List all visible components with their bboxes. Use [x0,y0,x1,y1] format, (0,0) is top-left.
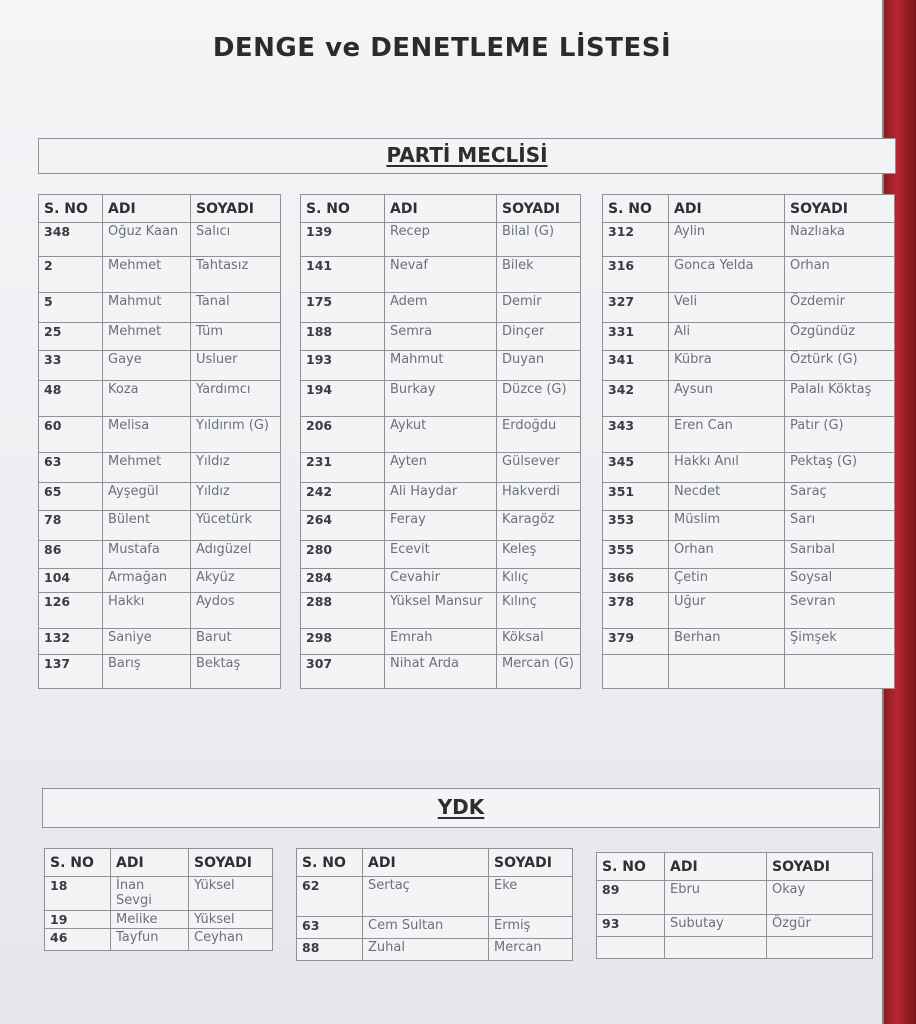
cell-adi: Orhan [669,541,785,569]
cell-adi: Mahmut [385,351,497,381]
cell-sno [603,655,669,689]
cell-sno: 231 [301,453,385,483]
table-row [603,541,895,569]
column-header-sno: S. NO [597,853,665,881]
cell-sno: 2 [39,257,103,293]
cell-sno: 137 [39,655,103,689]
cell-sno: 65 [39,483,103,511]
cell-sno: 307 [301,655,385,689]
cell-adi: Berhan [669,629,785,655]
cell-soyadi: Orhan [785,257,895,293]
cell-adi: Feray [385,511,497,541]
cell-adi: Mehmet [103,453,191,483]
cell-adi: Müslim [669,511,785,541]
cell-adi: Mustafa [103,541,191,569]
cell-adi: Saniye [103,629,191,655]
column-header-adi: ADI [665,853,767,881]
cell-adi: Adem [385,293,497,323]
column-header-adi: ADI [363,849,489,877]
ydk-table-3 [596,852,873,959]
cell-sno: 46 [45,929,111,951]
cell-sno: 298 [301,629,385,655]
cell-adi: Çetin [669,569,785,593]
cell-soyadi: Tanal [191,293,281,323]
cell-adi: Ali [669,323,785,351]
cell-adi [665,937,767,959]
table-row [301,483,581,511]
cell-soyadi [767,937,873,959]
table-row [39,257,281,293]
cell-adi: Hakkı Anıl [669,453,785,483]
table-header-row [39,195,281,223]
table-row [603,381,895,417]
cell-adi: Melisa [103,417,191,453]
cell-adi: Ebru [665,881,767,915]
cell-soyadi: Sarıbal [785,541,895,569]
column-header-soyadi: SOYADI [497,195,581,223]
cell-sno: 25 [39,323,103,351]
cell-soyadi: Şimşek [785,629,895,655]
table-row [39,453,281,483]
cell-sno: 343 [603,417,669,453]
cell-soyadi [785,655,895,689]
table-row [39,511,281,541]
cell-adi: Burkay [385,381,497,417]
table-row [297,939,573,961]
table-row [603,351,895,381]
cell-sno: 93 [597,915,665,937]
cell-sno: 18 [45,877,111,911]
cell-soyadi: Yıldız [191,483,281,511]
table-row [603,569,895,593]
cell-sno: 353 [603,511,669,541]
cell-adi: Veli [669,293,785,323]
table-row [39,351,281,381]
cell-sno: 63 [39,453,103,483]
table-row [39,655,281,689]
cell-soyadi: Soysal [785,569,895,593]
cell-soyadi: Duyan [497,351,581,381]
table-row [297,917,573,939]
parti-meclisi-table-1 [38,194,281,689]
cell-adi: Cem Sultan [363,917,489,939]
cell-soyadi: Sevran [785,593,895,629]
table-row [301,629,581,655]
column-header-sno: S. NO [603,195,669,223]
cell-soyadi: Mercan [489,939,573,961]
table-row [603,655,895,689]
cell-sno: 345 [603,453,669,483]
cell-sno: 104 [39,569,103,593]
document-title: DENGE ve DENETLEME LİSTESİ [212,33,672,63]
cell-soyadi: Yüksel [189,911,273,929]
table-row [45,911,273,929]
cell-adi: Mehmet [103,323,191,351]
cell-adi: Eren Can [669,417,785,453]
table-row [597,937,873,959]
cell-soyadi: Dinçer [497,323,581,351]
cell-soyadi: Bilek [497,257,581,293]
table-row [603,257,895,293]
ydk-heading-band [42,788,880,828]
cell-soyadi: Kılınç [497,593,581,629]
ydk-table-1 [44,848,273,951]
cell-soyadi: Tahtasız [191,257,281,293]
table-row [603,629,895,655]
table-row [301,257,581,293]
table-row [603,293,895,323]
cell-soyadi: Yüksel [189,877,273,911]
cell-soyadi: Yücetürk [191,511,281,541]
cell-sno: 188 [301,323,385,351]
cell-soyadi: Bektaş [191,655,281,689]
cell-soyadi: Okay [767,881,873,915]
cell-adi: Gaye [103,351,191,381]
cell-sno: 88 [297,939,363,961]
parti-meclisi-table-2 [300,194,581,689]
cell-adi: Ayşegül [103,483,191,511]
cell-soyadi: Nazlıaka [785,223,895,257]
cell-sno: 126 [39,593,103,629]
cell-soyadi: Yardımcı [191,381,281,417]
cell-sno: 355 [603,541,669,569]
cell-soyadi: Köksal [497,629,581,655]
cell-sno: 193 [301,351,385,381]
cell-adi: Ecevit [385,541,497,569]
cell-sno: 316 [603,257,669,293]
cell-soyadi: Salıcı [191,223,281,257]
table-row [301,655,581,689]
table-row [39,381,281,417]
cell-sno [597,937,665,959]
table-row [39,593,281,629]
cell-adi: Armağan [103,569,191,593]
table-row [45,877,273,911]
column-header-sno: S. NO [301,195,385,223]
table-row [597,881,873,915]
cell-sno: 48 [39,381,103,417]
cell-sno: 342 [603,381,669,417]
cell-adi: Koza [103,381,191,417]
cell-adi: Recep [385,223,497,257]
cell-soyadi: Saraç [785,483,895,511]
cell-soyadi: Öztürk (G) [785,351,895,381]
table-header-row [603,195,895,223]
table-row [603,593,895,629]
table-row [301,293,581,323]
cell-adi: Ali Haydar [385,483,497,511]
table-row [39,541,281,569]
table-row [301,511,581,541]
table-row [301,351,581,381]
cell-sno: 33 [39,351,103,381]
table-row [39,223,281,257]
column-header-soyadi: SOYADI [767,853,873,881]
table-row [301,417,581,453]
table-header-row [45,849,273,877]
cell-sno: 132 [39,629,103,655]
column-header-adi: ADI [103,195,191,223]
column-header-soyadi: SOYADI [489,849,573,877]
table-row [603,223,895,257]
cell-adi: Nihat Arda [385,655,497,689]
column-header-adi: ADI [385,195,497,223]
table-row [301,381,581,417]
column-header-soyadi: SOYADI [191,195,281,223]
cell-adi [669,655,785,689]
cell-adi: Semra [385,323,497,351]
cell-soyadi: Yıldız [191,453,281,483]
column-header-soyadi: SOYADI [189,849,273,877]
cell-adi: Sertaç [363,877,489,917]
cell-sno: 242 [301,483,385,511]
cell-adi: Cevahir [385,569,497,593]
cell-soyadi: Özgür [767,915,873,937]
ydk-heading: YDK [437,795,485,819]
cell-adi: Aysun [669,381,785,417]
cell-sno: 379 [603,629,669,655]
cell-soyadi: Bilal (G) [497,223,581,257]
cell-adi: Nevaf [385,257,497,293]
table-header-row [597,853,873,881]
cell-sno: 60 [39,417,103,453]
ydk-table-2 [296,848,573,961]
table-row [301,323,581,351]
cell-adi: İnan Sevgi [111,877,189,911]
table-row [297,877,573,917]
cell-soyadi: Erdoğdu [497,417,581,453]
cell-soyadi: Yıldırım (G) [191,417,281,453]
table-row [39,483,281,511]
table-row [597,915,873,937]
cell-sno: 5 [39,293,103,323]
table-row [301,569,581,593]
parti-meclisi-heading-band [38,138,896,174]
cell-sno: 378 [603,593,669,629]
cell-adi: Ayten [385,453,497,483]
cell-adi: Necdet [669,483,785,511]
parti-meclisi-table-3 [602,194,895,689]
table-row [45,929,273,951]
cell-soyadi: Gülsever [497,453,581,483]
cell-adi: Kübra [669,351,785,381]
cell-soyadi: Özgündüz [785,323,895,351]
cell-soyadi: Hakverdi [497,483,581,511]
cell-sno: 288 [301,593,385,629]
cell-adi: Tayfun [111,929,189,951]
column-header-adi: ADI [669,195,785,223]
cell-sno: 348 [39,223,103,257]
cell-sno: 141 [301,257,385,293]
table-row [39,417,281,453]
table-row [39,629,281,655]
cell-sno: 331 [603,323,669,351]
cell-soyadi: Patır (G) [785,417,895,453]
cell-soyadi: Pektaş (G) [785,453,895,483]
cell-sno: 341 [603,351,669,381]
cell-adi: Barış [103,655,191,689]
cell-adi: Uğur [669,593,785,629]
cell-soyadi: Tüm [191,323,281,351]
cell-soyadi: Sarı [785,511,895,541]
parti-meclisi-heading: PARTİ MECLİSİ [386,143,548,167]
cell-sno: 264 [301,511,385,541]
cell-sno: 194 [301,381,385,417]
cell-soyadi: Aydos [191,593,281,629]
cell-sno: 78 [39,511,103,541]
cell-soyadi: Akyüz [191,569,281,593]
table-row [603,417,895,453]
cell-sno: 175 [301,293,385,323]
cell-adi: Aykut [385,417,497,453]
table-header-row [301,195,581,223]
cell-soyadi: Palalı Köktaş [785,381,895,417]
cell-adi: Mehmet [103,257,191,293]
cell-adi: Yüksel Mansur [385,593,497,629]
cell-sno: 351 [603,483,669,511]
column-header-sno: S. NO [39,195,103,223]
cell-adi: Zuhal [363,939,489,961]
table-row [603,453,895,483]
table-row [301,593,581,629]
column-header-soyadi: SOYADI [785,195,895,223]
cell-adi: Bülent [103,511,191,541]
table-row [603,323,895,351]
table-row [301,453,581,483]
table-row [603,511,895,541]
table-row [603,483,895,511]
cell-soyadi: Mercan (G) [497,655,581,689]
table-header-row [297,849,573,877]
cell-sno: 327 [603,293,669,323]
table-row [39,569,281,593]
cell-sno: 280 [301,541,385,569]
cell-sno: 63 [297,917,363,939]
cell-sno: 312 [603,223,669,257]
cell-soyadi: Keleş [497,541,581,569]
cell-soyadi: Demir [497,293,581,323]
cell-adi: Gonca Yelda [669,257,785,293]
cell-adi: Oğuz Kaan [103,223,191,257]
cell-adi: Mahmut [103,293,191,323]
cell-sno: 89 [597,881,665,915]
cell-soyadi: Eke [489,877,573,917]
cell-soyadi: Düzce (G) [497,381,581,417]
cell-adi: Emrah [385,629,497,655]
cell-adi: Aylin [669,223,785,257]
cell-soyadi: Karagöz [497,511,581,541]
cell-soyadi: Özdemir [785,293,895,323]
cell-soyadi: Ermiş [489,917,573,939]
cell-sno: 206 [301,417,385,453]
cell-adi: Subutay [665,915,767,937]
column-header-adi: ADI [111,849,189,877]
cell-sno: 284 [301,569,385,593]
cell-sno: 86 [39,541,103,569]
cell-sno: 19 [45,911,111,929]
cell-soyadi: Barut [191,629,281,655]
cell-sno: 366 [603,569,669,593]
cell-adi: Melike [111,911,189,929]
column-header-sno: S. NO [297,849,363,877]
table-row [39,293,281,323]
cell-soyadi: Usluer [191,351,281,381]
cell-soyadi: Kılıç [497,569,581,593]
table-row [301,223,581,257]
cell-adi: Hakkı [103,593,191,629]
table-row [39,323,281,351]
column-header-sno: S. NO [45,849,111,877]
table-row [301,541,581,569]
cell-soyadi: Ceyhan [189,929,273,951]
cell-soyadi: Adıgüzel [191,541,281,569]
cell-sno: 62 [297,877,363,917]
cell-sno: 139 [301,223,385,257]
